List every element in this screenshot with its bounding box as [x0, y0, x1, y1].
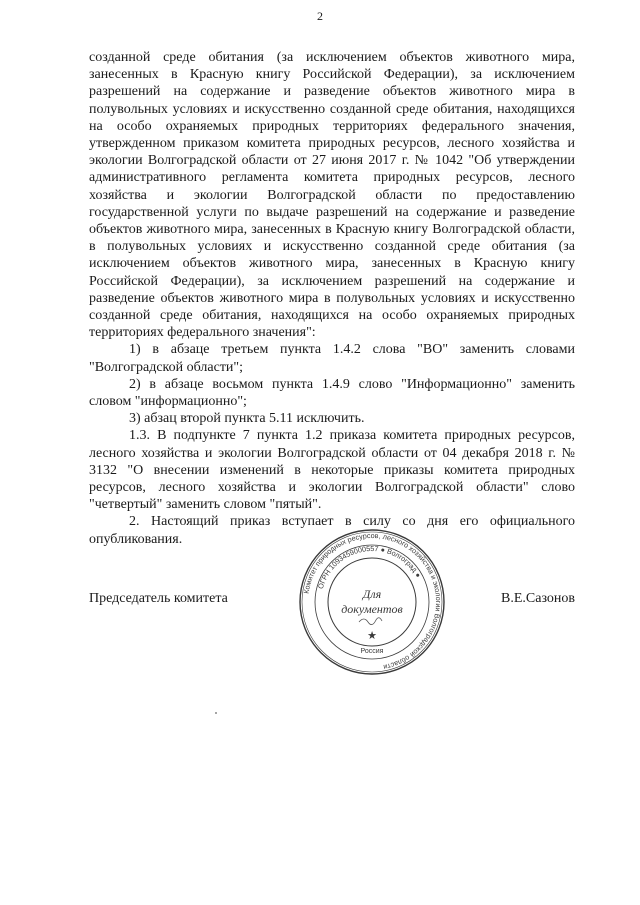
paragraph-item-2: 2) в абзаце восьмом пункта 1.4.9 слово "Информационно" заменить словом "информационно"; — [89, 376, 575, 410]
official-seal — [297, 527, 447, 677]
seal-star-icon: ★ — [367, 630, 377, 642]
paragraph-continuation: созданной среде обитания (за исключением объектов животного мира, занесенных в Красную книгу Российской Федерации), за исключением разрешений на содержание и разведение объектов животного мира в полувольных условиях и искусственно созданной среде обитания, находящихся на особо охраняемых природных территориях федерального значения, утвержденном приказом комитета природных ресурсов, лесного хозяйства и экологии Волгоградской области от 27 июня 2017 г. № 1042 "Об утверждении административного регламента комитета природных ресурсов, лесного хозяйства и экологии Волгоградской области по предоставлению государственной услуги по выдаче разрешений на содержание и разведение объектов животного мира, занесенных в Красную книгу Волгоградской области, в полувольных условиях и искусственно созданной среде обитания (за исключением объектов животного мира, занесенных в Красную книгу Российской Федерации), за исключением разрешений на содержание и разведение объектов животного мира в полувольных условиях и искусственно созданной среде обитания, находящихся на особо охраняемых природных территориях федерального значения": — [89, 50, 575, 341]
seal-ogrn-text: ОГРН 1093459000557 ● Волгоград ● — [315, 543, 424, 590]
signature-scribble — [359, 618, 382, 625]
seal-center-line-1: Для — [362, 587, 382, 601]
seal-outer-text: Комитет природных ресурсов, лесного хозяйства и экологии Волгоградской области — [301, 530, 444, 672]
document-body — [89, 49, 575, 548]
scan-speck — [215, 712, 217, 714]
signatory-title: Председатель комитета — [89, 591, 228, 606]
paragraph-item-3: 3) абзац второй пункта 5.11 исключить. — [129, 411, 365, 427]
signatory-name: В.Е.Сазонов — [501, 591, 575, 606]
seal-bottom-text: Россия — [360, 648, 384, 655]
seal-center-line-2: документов — [341, 602, 403, 616]
paragraph-effective-date: 2. Настоящий приказ вступает в силу со дня его официального опубликования. — [89, 514, 575, 547]
paragraph-item-1: 1) в абзаце третьем пункта 1.4.2 слова "ВО" заменить словами "Волгоградской области"; — [89, 342, 575, 375]
paragraph-1-3: 1.3. В подпункте 7 пункта 1.2 приказа комитета природных ресурсов, лесного хозяйства и экологии Волгоградской области от 04 декабря 2018 г. № 3132 "О внесении изменений в некоторые приказы комитета природных ресурсов, лесного хозяйства и экологии Волгоградской области" слово "четвертый" заменить словом "пятый". — [89, 428, 575, 513]
page-number: 2 — [317, 9, 323, 23]
